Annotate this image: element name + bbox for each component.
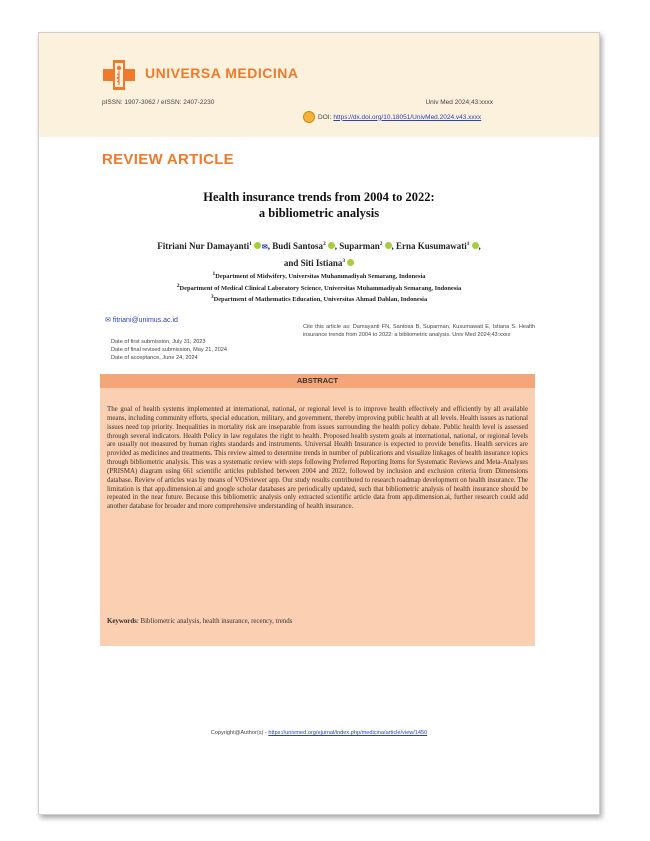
open-access-icon [303,111,315,123]
doi-line [303,111,481,123]
title-line-1: Health insurance trends from 2004 to 2022: [203,190,435,204]
keywords-label: Keywords [107,618,137,625]
affiliation-1: $^1$Department of Midwifery, Universitas Muhammadiyah Semarang, Indonesia [212,271,426,281]
author-name: Budi Santosa [272,241,323,251]
affiliations [39,270,599,305]
author-name: Fitriani Nur Damayanti [157,241,250,251]
email-address[interactable]: fitriani@unimus.ac.id [112,317,178,324]
mail-icon[interactable]: ✉ [261,243,268,251]
corresponding-email[interactable] [105,316,178,324]
affiliation-2: $^2$Department of Medical Clinical Laboratory Science, Universitas Muhammadiyah Semarang, Indonesia [176,282,462,292]
author-name: Siti Istiana [300,258,343,268]
abstract-text: The goal of health systems implemented at international, national, or regional level is to improve health effectively and efficiently by all available means, including community efforts, special education, military, and government, thereby improving public health at all levels. Health issues as national issues need top priority. Inequalities in mortality risk are inseparable from issues surrounding the health policy debate. Public health level is assessed through several indicators. Health Policy in law regulates the right to health. Proposed health system goals at international, national, or regional levels are usually not measured by human rights standards and instruments. Universal Health Insurance is expected to provide benefits. Health services are provided as medicines and treatments. This review aimed to determine trends in number of publications and visualize linkages of health insurance topics through bibliometric analysis. This was a systematic review with steps following Preferred Reporting Items for Systematic Reviews and Meta-Analyses (PRISMA) diagram using 661 scientific articles published between 2004 and 2022, followed by inclusion and exclusion criteria from Dimensions database. Review of articles was by means of VOSviewer app. Our study results contributed to research roadmap development on health insurance. The limitation is that app.dimension.ai and google scholar databases are periodically updated, such that bibliometric analysis of health insurance should be repeated in the near future. Because this bibliometric analysis only extracted scientific article data from app.dimension.ai, further research could add another database for broader and more comprehensive understanding of health insurance. [107,406,528,511]
citation-volume: Univ Med 2024;43:xxxx [425,99,493,106]
abstract-heading: ABSTRACT [100,374,535,388]
title-line-2: a bibliometric analysis [258,206,380,220]
mail-icon: ✉ [105,317,111,324]
cite-as: Cite this article as: Damayanti FN, Santosa B, Suparman, Kusumawati E, Istiana S. Health insurance trends from 2004 to 2022: a bibliometric analysis. Univ Med 2024;43:xxxx [303,324,535,339]
journal-logo-icon [103,60,135,90]
orcid-icon[interactable] [385,242,392,249]
article-url-link[interactable]: https://univmed.org/ejurnal/index.php/medicina/article/view/1450 [268,730,428,736]
author-name: Erna Kusumawati [396,241,467,251]
doi-prefix: DOI: [318,113,332,121]
author-line-1: Fitriani Nur Damayanti$^1$ ✉, Budi Santosa$^2$ , Suparman$^2$ , Erna Kusumawati$^1$ , [157,241,481,251]
keywords [107,618,528,625]
author-line-2: and Siti Istiana$^3$ [39,254,599,270]
author-name: Suparman [339,241,380,251]
copyright-text: Copyright@Author(s) - [210,730,269,736]
orcid-icon[interactable] [347,259,354,266]
affiliation-3: $^3$Department of Mathematics Education, Universitas Ahmad Dahlan, Indonesia [210,294,428,304]
date-revised-submission: Date of final revised submission, May 21, 2024 [111,347,227,353]
keywords-list: : Bibliometric analysis, health insurance, recency, trends [136,618,293,625]
article-title [39,189,599,221]
copyright-footer [39,730,599,736]
date-acceptance: Date of acceptance, June 24, 2024 [111,355,198,361]
article-type: REVIEW ARTICLE [102,151,234,168]
orcid-icon[interactable] [254,242,261,249]
doi-link[interactable]: https://dx.doi.org/10.18051/UnivMed.2024.v43.xxxx [333,113,482,121]
date-first-submission: Date of first submission, July 31, 2023 [111,339,206,345]
journal-name: UNIVERSA MEDICINA [145,65,299,81]
document-page [38,32,600,815]
author-list [39,237,599,270]
submission-dates [111,338,227,362]
journal-header [39,33,599,137]
orcid-icon[interactable] [472,242,479,249]
abstract-box [100,374,535,646]
issn: pISSN: 1907-3062 / eISSN: 2407-2230 [102,99,215,106]
orcid-icon[interactable] [328,242,335,249]
